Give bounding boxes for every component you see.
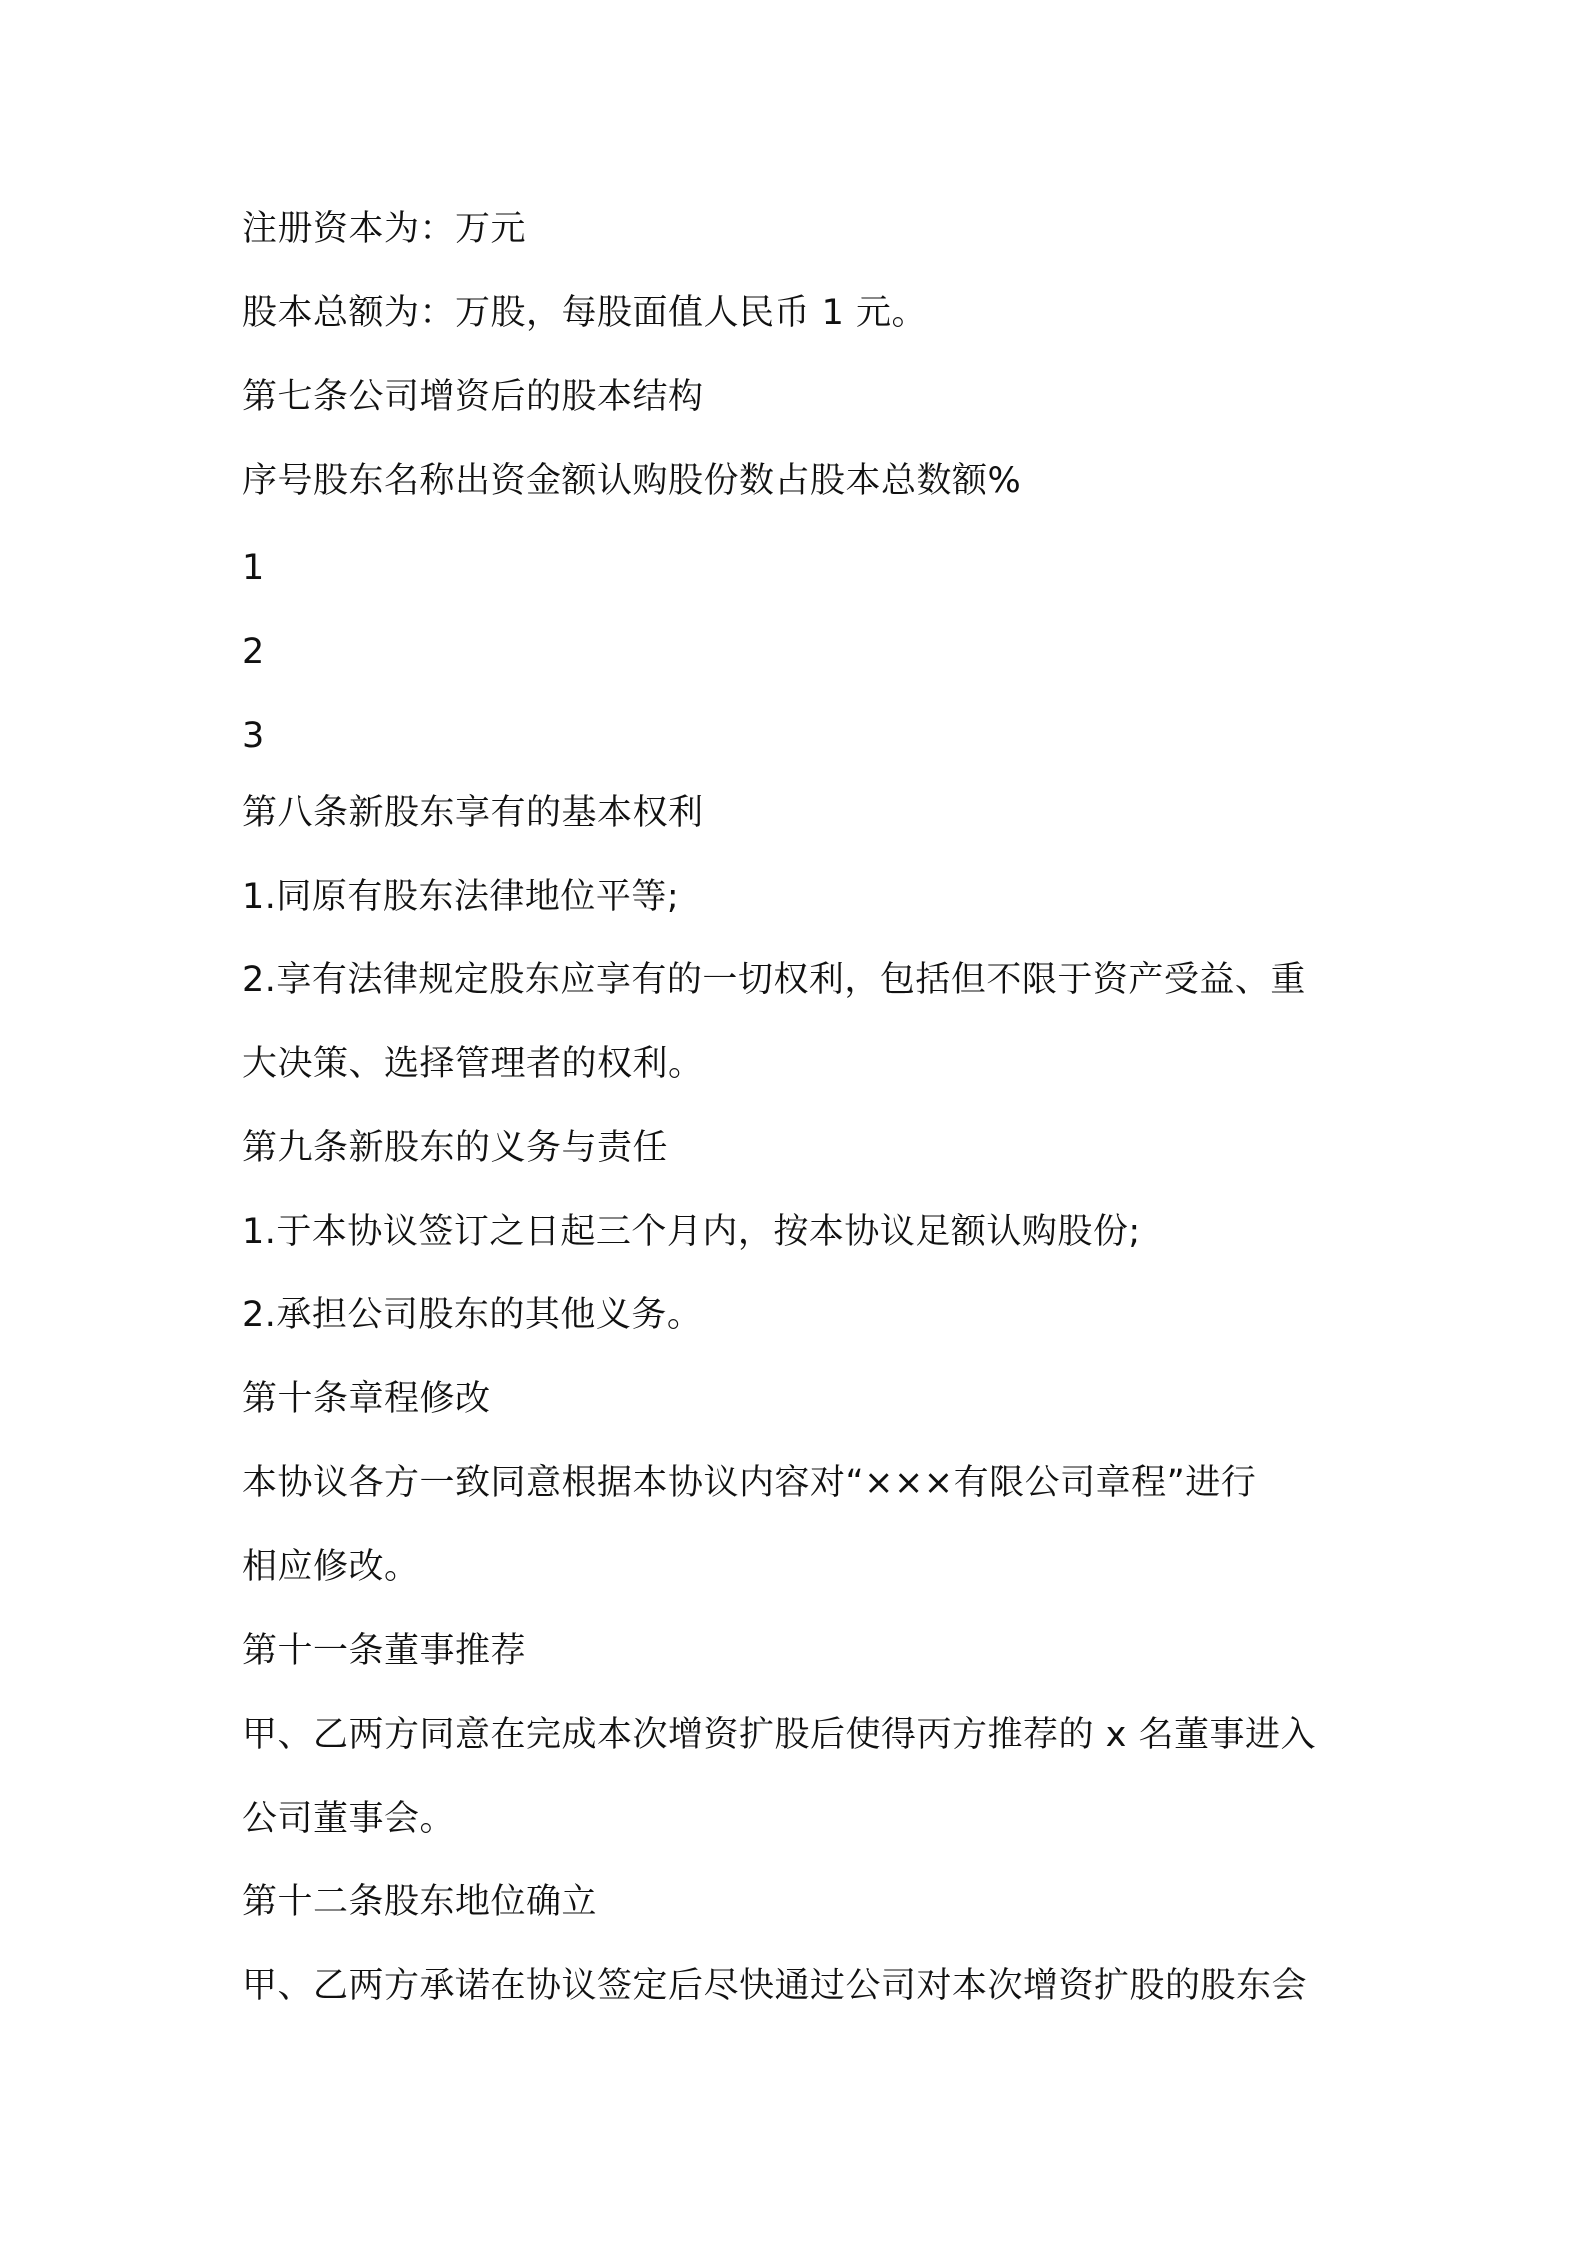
article-8-item-2: 2.享有法律规定股东应享有的一切权利，包括但不限于资产受益、重 <box>242 960 1306 1000</box>
table-row-number: 1 <box>242 548 265 588</box>
article-8-item-2-continued: 大决策、选择管理者的权利。 <box>242 1044 704 1084</box>
article-9-item-1: 1.于本协议签订之日起三个月内，按本协议足额认购股份; <box>242 1212 1141 1252</box>
table-row-number: 2 <box>242 632 265 672</box>
article-9-item-2: 2.承担公司股东的其他义务。 <box>242 1295 703 1335</box>
total-share-capital-line: 股本总额为：万股，每股面值人民币 1 元。 <box>242 293 928 333</box>
article-10-body: 本协议各方一致同意根据本协议内容对“×××有限公司章程”进行 <box>242 1463 1257 1503</box>
article-11-heading: 第十一条董事推荐 <box>242 1631 527 1671</box>
article-11-body-continued: 公司董事会。 <box>242 1799 456 1839</box>
article-12-body: 甲、乙两方承诺在协议签定后尽快通过公司对本次增资扩股的股东会 <box>242 1966 1308 2006</box>
article-9-heading: 第九条新股东的义务与责任 <box>242 1128 669 1168</box>
article-11-body: 甲、乙两方同意在完成本次增资扩股后使得丙方推荐的 x 名董事进入 <box>242 1715 1316 1755</box>
registered-capital-line: 注册资本为：万元 <box>242 209 527 249</box>
article-8-item-1: 1.同原有股东法律地位平等; <box>242 877 680 917</box>
article-10-body-continued: 相应修改。 <box>242 1547 420 1587</box>
table-row-number: 3 <box>242 716 265 756</box>
share-structure-table-header: 序号股东名称出资金额认购股份数占股本总数额% <box>242 461 1022 501</box>
article-10-heading: 第十条章程修改 <box>242 1379 491 1419</box>
article-8-heading: 第八条新股东享有的基本权利 <box>242 793 704 833</box>
article-12-heading: 第十二条股东地位确立 <box>242 1882 598 1922</box>
article-7-heading: 第七条公司增资后的股本结构 <box>242 377 704 417</box>
